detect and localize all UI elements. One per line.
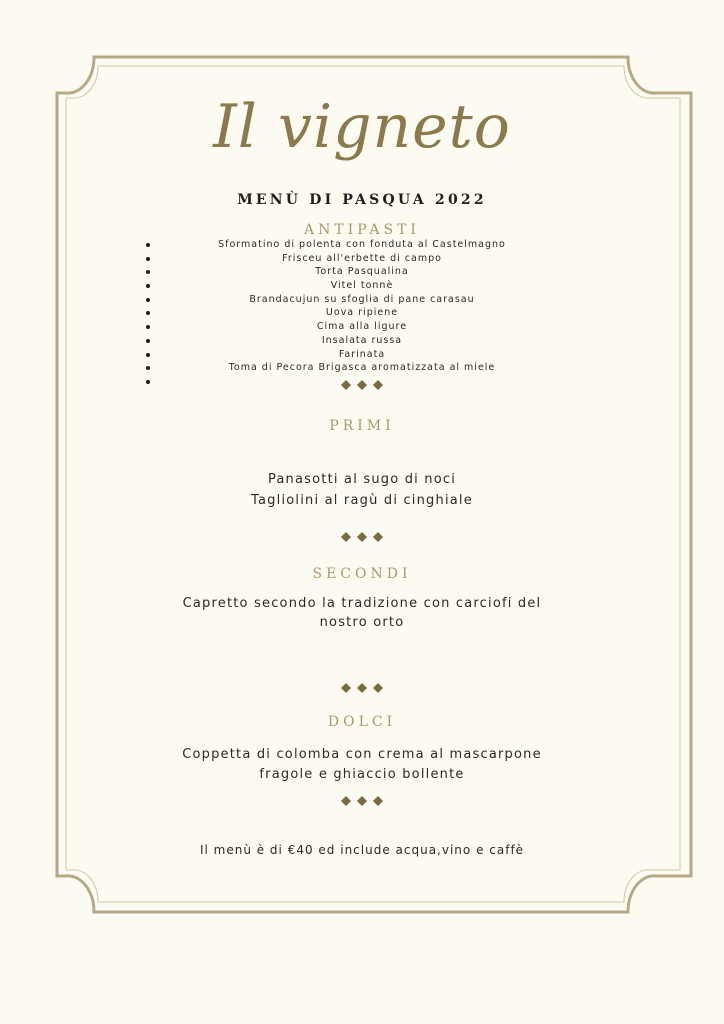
list-item: Uova ripiene — [140, 306, 584, 320]
list-item: Toma di Pecora Brigasca aromatizzata al miele — [140, 361, 584, 375]
list-item: Torta Pasqualina — [140, 265, 584, 279]
section-title-primi: PRIMI — [329, 418, 395, 434]
three-diamonds-icon — [0, 795, 724, 807]
three-diamonds-icon — [0, 531, 724, 543]
dolci-dish-line-1: Coppetta di colomba con crema al mascarpone — [182, 747, 542, 762]
price-note: Il menù è di €40 ed include acqua,vino e caffè — [199, 843, 525, 857]
section-title-secondi: SECONDI — [312, 566, 412, 582]
three-diamonds-icon — [0, 682, 724, 694]
secondi-dish-line-1: Capretto secondo la tradizione con carciofi del — [182, 596, 542, 611]
list-item: Cima alla ligure — [140, 320, 584, 334]
secondi-dish-line-2: nostro orto — [319, 615, 405, 630]
list-item: Sformatino di polenta con fonduta al Castelmagno — [140, 238, 584, 252]
dolci-dish-line-2: fragole e ghiaccio bollente — [259, 767, 465, 782]
antipasti-list — [140, 238, 584, 389]
list-item: Vitel tonnè — [140, 279, 584, 293]
list-item: Insalata russa — [140, 334, 584, 348]
three-diamonds-icon — [0, 379, 724, 391]
list-item: Brandacujun su sfoglia di pane carasau — [140, 293, 584, 307]
list-item: Farinata — [140, 348, 584, 362]
primi-dish-1: Panasotti al sugo di noci — [267, 472, 457, 487]
restaurant-name: Il vigneto — [213, 92, 511, 162]
section-title-dolci: DOLCI — [327, 714, 397, 730]
section-title-antipasti: ANTIPASTI — [304, 222, 420, 238]
list-item: Frisceu all'erbette di campo — [140, 252, 584, 266]
primi-dish-2: Tagliolini al ragù di cinghiale — [251, 493, 473, 508]
menu-title: MENÙ DI PASQUA 2022 — [237, 192, 487, 208]
